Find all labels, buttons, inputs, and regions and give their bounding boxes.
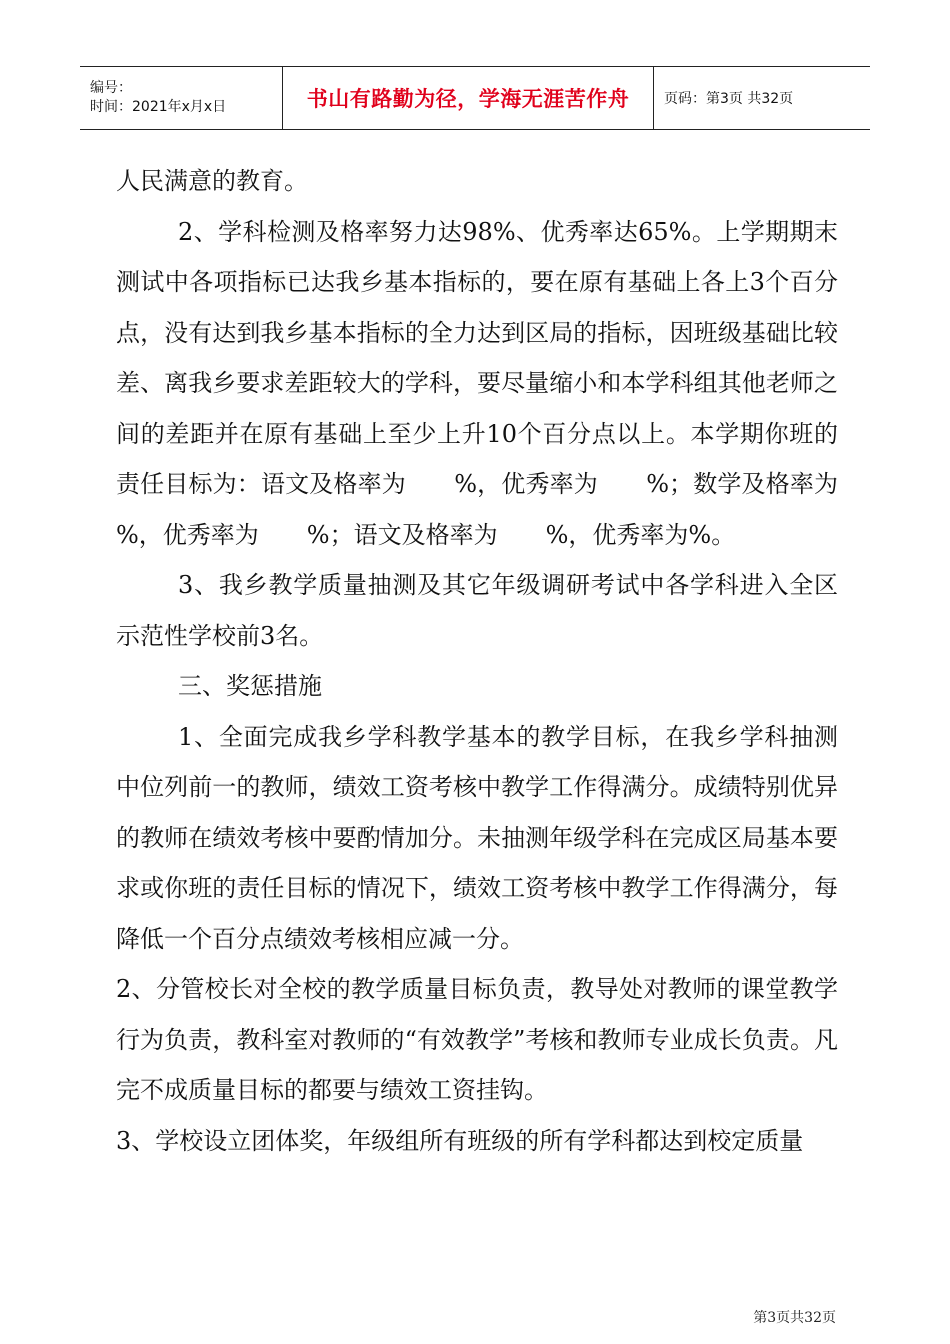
header-page-info: 页码：第3页 共32页 [664,91,794,107]
page-header [80,66,870,130]
serial-number-label: 编号： [90,80,132,96]
paragraph: 2、分管校长对全校的教学质量目标负责，教导处对教师的课堂教学行为负责，教科室对教师的“有效教学”考核和教师专业成长负责。凡完不成质量目标的都要与绩效工资挂钩。 [116,975,838,1104]
page-footer: 第3页共32页 [753,1310,836,1326]
motto: 书山有路勤为径，学海无涯苦作舟 [306,87,630,111]
header-page-cell [654,67,870,129]
paragraph: 2、学科检测及格率努力达98%、优秀率达65%。上学期期末测试中各项指标已达我乡基本指标的，要在原有基础上各上3个百分点，没有达到我乡基本指标的全力达到区局的指标，因班级基础比较差、离我乡要求差距较大的学科，要尽量缩小和本学科组其他老师之间的差距并在原有基础上至少上升10个百分点以上。本学期你班的责任目标为：语文及格率为 %，优秀率为 %；数学及格率为 %，优秀率为 %；语文及格率为 %，优秀率为%。 [116,217,886,549]
document-body [116,156,886,1166]
paragraph: 1、全面完成我乡学科教学基本的教学目标，在我乡学科抽测中位列前一的教师，绩效工资考核中教学工作得满分。成绩特别优异的教师在绩效考核中要酌情加分。未抽测年级学科在完成区局基本要求或你班的责任目标的情况下，绩效工资考核中教学工作得满分，每降低一个百分点绩效考核相应减一分。 [116,722,838,953]
header-motto-cell [282,67,654,129]
section-heading: 三、奖惩措施 [178,672,322,700]
date-label: 时间：2021年x月x日 [90,99,227,115]
header-meta [80,67,282,129]
paragraph: 3、我乡教学质量抽测及其它年级调研考试中各学科进入全区示范性学校前3名。 [116,571,838,650]
paragraph: 人民满意的教育。 [116,167,308,195]
paragraph: 3、学校设立团体奖，年级组所有班级的所有学科都达到校定质量 [116,1126,804,1155]
